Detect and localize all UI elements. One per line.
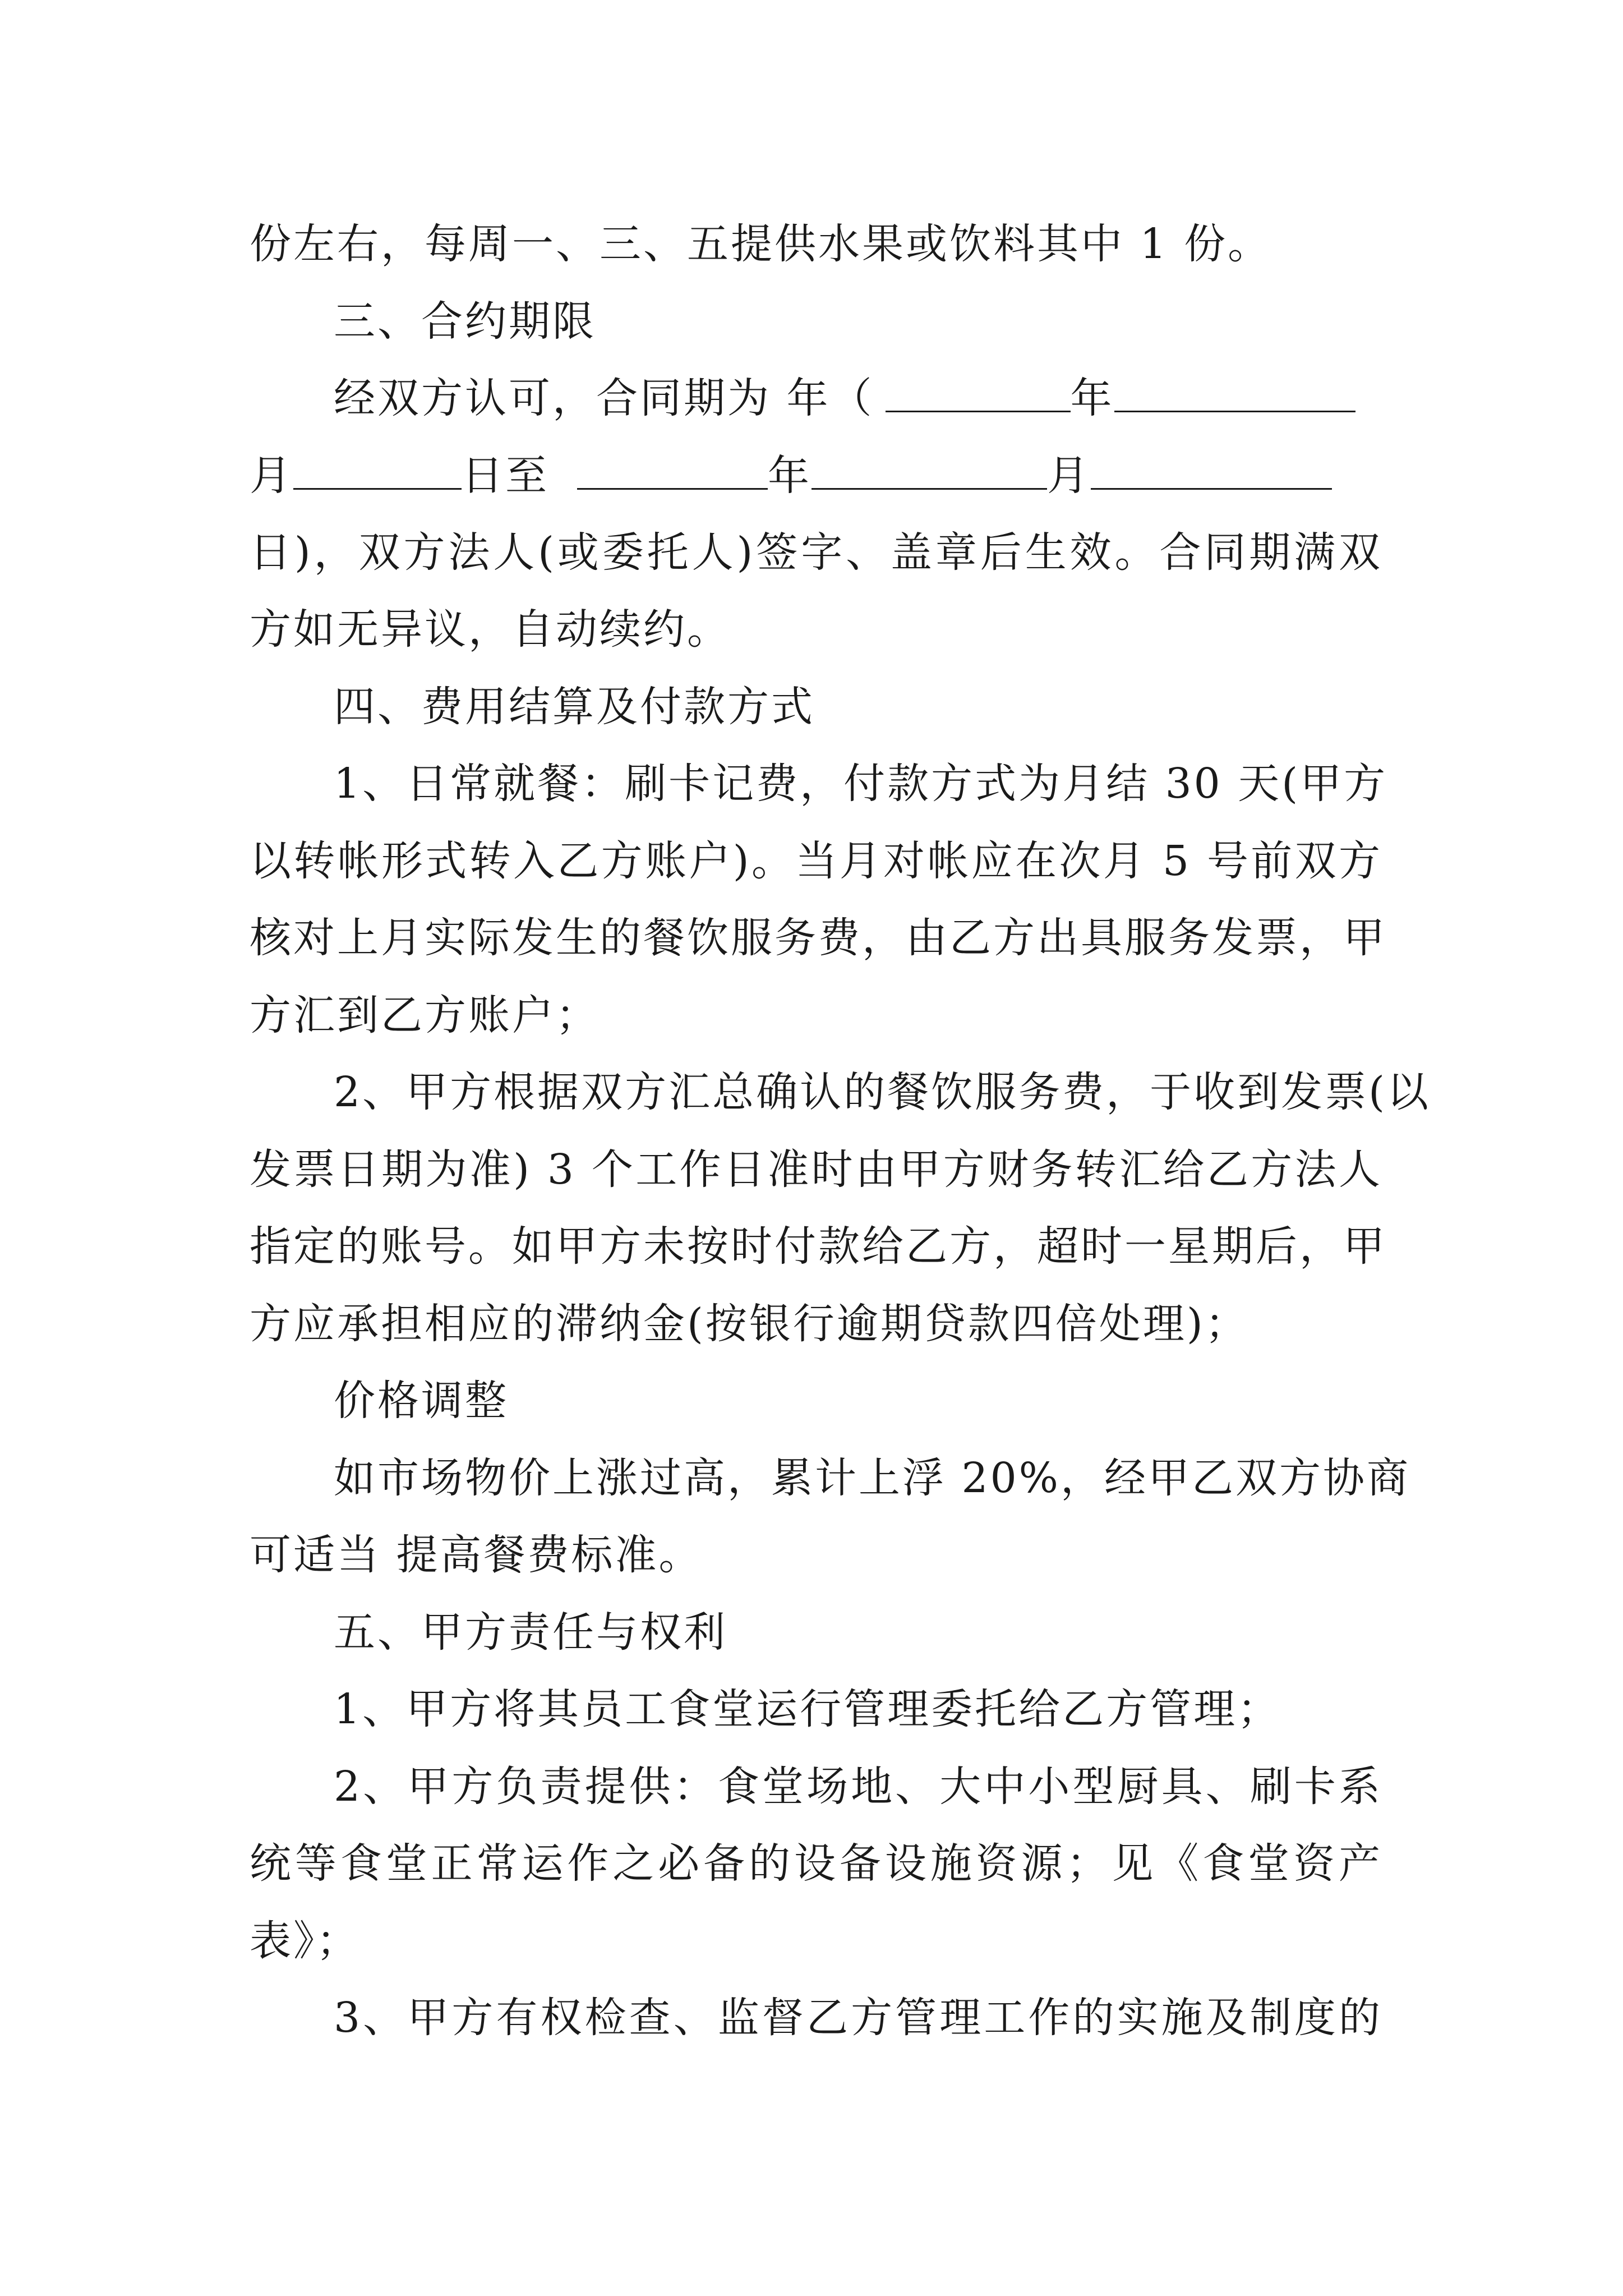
body-line: 核对上月实际发生的餐饮服务费，由乙方出具服务发票，甲 [250,914,1387,962]
body-line: 1、日常就餐：刷卡记费，付款方式为月结 30 天(甲方 [334,760,1388,808]
year-label: 年 [768,452,811,500]
start-day-blank [293,453,462,490]
start-month-blank [1114,376,1355,412]
section-heading-payment: 四、费用结算及付款方式 [334,683,815,731]
section-heading-term: 三、合约期限 [334,297,596,346]
year-label: 年 [1070,374,1114,422]
contract-period-line-1 [334,370,1382,426]
start-year-blank [886,376,1071,412]
to-label: 日至 [462,452,549,500]
body-line: 1、甲方将其员工食堂运行管理委托给乙方管理； [334,1685,1281,1733]
body-line: 2、甲方根据双方汇总确认的餐饮服务费，于收到发票(以 [334,1068,1431,1116]
contract-period-line-2 [250,448,1382,504]
body-line: 份左右，每周一、三、五提供水果或饮料其中 1 份。 [250,220,1272,268]
body-line: 2、甲方负责提供：食堂场地、大中小型厨具、刷卡系 [334,1763,1382,1811]
body-line: 如市场物价上涨过高，累计上浮 20%，经甲乙双方协商 [334,1454,1410,1502]
body-line: 日)，双方法人(或委托人)签字、盖章后生效。合同期满双 [250,528,1382,577]
body-line: 统等食堂正常运作之必备的设备设施资源；见《食堂资产 [250,1839,1382,1888]
body-line: 发票日期为准) 3 个工作日准时由甲方财务转汇给乙方法人 [250,1145,1382,1194]
end-month-blank [811,453,1047,490]
month-label: 月 [250,452,293,500]
body-line: 指定的账号。如甲方未按时付款给乙方，超时一星期后，甲 [250,1222,1387,1271]
body-line: 以转帐形式转入乙方账户)。当月对帐应在次月 5 号前双方 [250,837,1382,885]
subheading-price-adjustment: 价格调整 [334,1377,509,1425]
month-label: 月 [1047,452,1091,500]
body-line: 3、甲方有权检查、监督乙方管理工作的实施及制度的 [334,1994,1382,2042]
body-line: 方如无异议，自动续约。 [250,605,731,654]
contract-period-text: 经双方认可，合同期为 年（ [334,374,874,422]
body-line: 方应承担相应的滞纳金(按银行逾期贷款四倍处理)； [250,1300,1249,1348]
body-line: 可适当 提高餐费标准。 [250,1531,703,1579]
body-line: 方汇到乙方账户； [250,991,600,1039]
section-heading-party-a: 五、甲方责任与权利 [334,1608,727,1657]
end-year-blank [577,453,768,490]
end-day-blank [1091,453,1332,490]
body-line: 表》； [250,1917,360,1965]
